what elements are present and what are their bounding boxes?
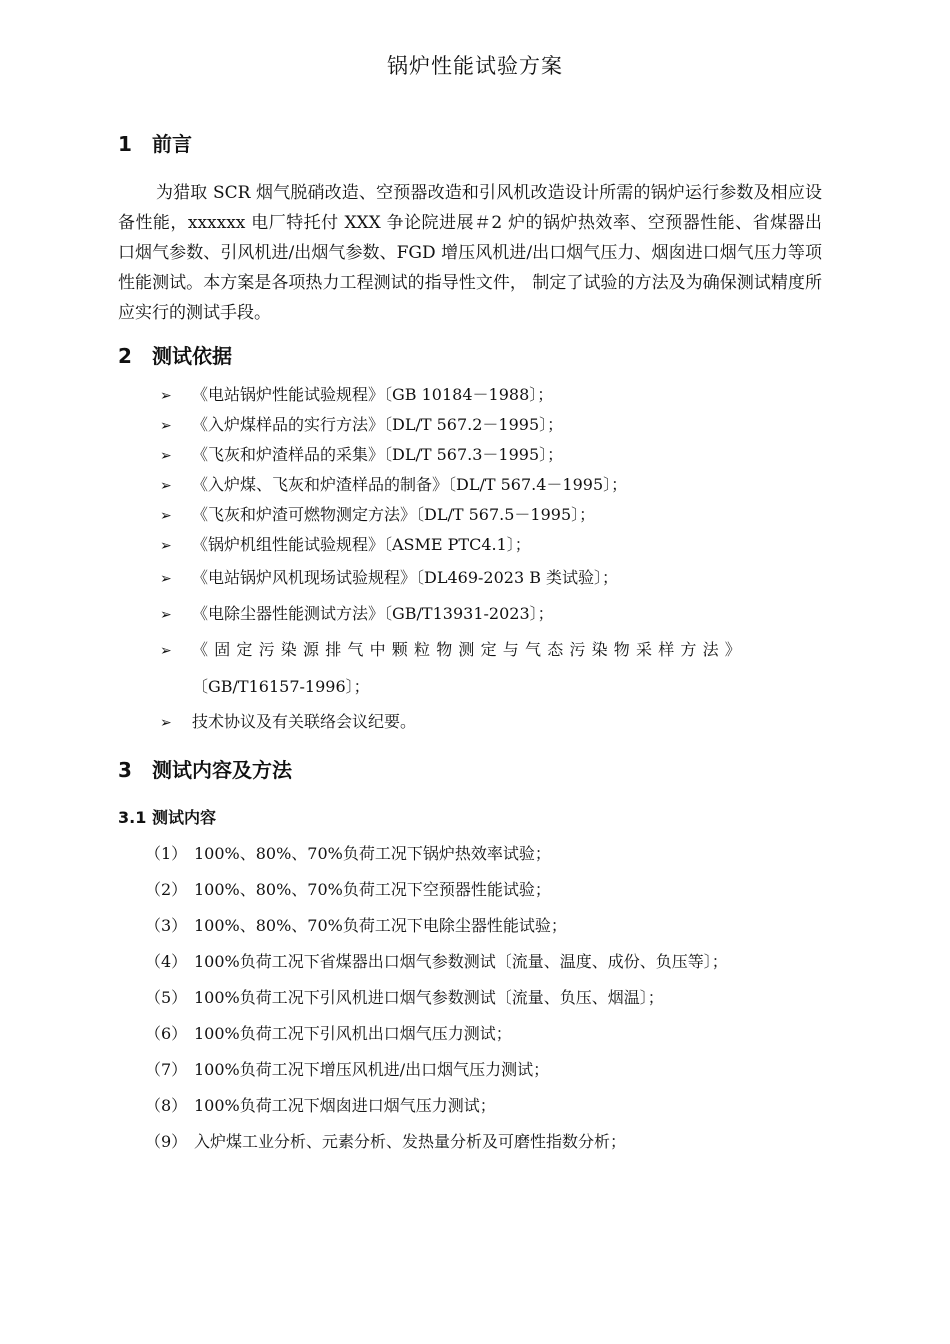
bullet-arrow-icon: ➢ [160,448,172,464]
item-text: 100%负荷工况下引风机进口烟气参数测试〔流量、负压、烟温〕； [194,988,664,1007]
reference-item [160,502,820,525]
test-item [145,949,835,972]
bullet-arrow-icon: ➢ [160,715,172,731]
item-number: （4） [145,952,188,971]
bullet-arrow-icon: ➢ [160,607,172,623]
test-item [145,841,835,864]
item-number: （9） [145,1132,188,1151]
reference-item [160,709,820,732]
reference-text: 《电除尘器性能测试方法》〔GB/T13931-2023〕； [192,604,554,623]
section-number: 2 [118,344,132,368]
item-number: （8） [145,1096,188,1115]
reference-item [160,382,820,405]
reference-continuation: 〔GB/T16157-1996〕； [192,677,370,696]
reference-text: 《电站锅炉性能试验规程》〔GB 10184－1988〕； [192,385,554,404]
subsection-title: 测试内容 [152,808,217,827]
test-item [145,1057,835,1080]
section-title: 前言 [152,132,192,156]
bullet-arrow-icon: ➢ [160,643,172,659]
item-text: 100%、80%、70%负荷工况下锅炉热效率试验； [194,844,551,863]
reference-text: 《入炉煤样品的实行方法》〔DL/T 567.2－1995〕； [192,415,564,434]
item-text: 100%负荷工况下引风机出口烟气压力测试； [194,1024,512,1043]
item-text: 100%、80%、70%负荷工况下电除尘器性能试验； [194,916,567,935]
item-text: 100%负荷工况下增压风机进/出口烟气压力测试； [194,1060,550,1079]
section-title: 测试内容及方法 [152,758,292,782]
section-number: 1 [118,132,132,156]
item-number: （2） [145,880,188,899]
bullet-arrow-icon: ➢ [160,571,172,587]
item-number: （1） [145,844,188,863]
reference-item [160,442,820,465]
test-item [145,985,835,1008]
section-heading-1 [118,128,192,157]
item-number: （6） [145,1024,188,1043]
item-number: （3） [145,916,188,935]
reference-text: 技术协议及有关联络会议纪要。 [192,712,417,731]
reference-text: 《电站锅炉风机现场试验规程》〔DL469-2023 B 类试验〕； [192,568,619,587]
reference-text: 《固定污染源排气中颗粒物测定与气态污染物采样方法》 [192,640,748,659]
reference-item [160,532,820,555]
subsection-number: 3.1 [118,808,147,827]
section-heading-2 [118,340,232,369]
test-item [145,1093,835,1116]
document-title: 锅炉性能试验方案 [387,54,563,78]
reference-text: 《飞灰和炉渣可燃物测定方法》〔DL/T 567.5－1995〕； [192,505,596,524]
item-text: 100%、80%、70%负荷工况下空预器性能试验； [194,880,551,899]
subsection-heading [118,805,216,828]
item-text: 入炉煤工业分析、元素分析、发热量分析及可磨性指数分析； [194,1132,627,1151]
reference-item [160,565,820,588]
reference-item [160,601,820,624]
item-number: （5） [145,988,188,1007]
bullet-arrow-icon: ➢ [160,538,172,554]
item-number: （7） [145,1060,188,1079]
bullet-arrow-icon: ➢ [160,508,172,524]
item-text: 100%负荷工况下烟囱进口烟气压力测试； [194,1096,496,1115]
section-title: 测试依据 [152,344,232,368]
bullet-arrow-icon: ➢ [160,388,172,404]
bullet-arrow-icon: ➢ [160,418,172,434]
reference-text: 《锅炉机组性能试验规程》〔ASME PTC4.1〕； [192,535,531,554]
item-text: 100%负荷工况下省煤器出口烟气参数测试〔流量、温度、成份、负压等〕； [194,952,728,971]
bullet-arrow-icon: ➢ [160,478,172,494]
reference-text: 《飞灰和炉渣样品的采集》〔DL/T 567.3－1995〕； [192,445,564,464]
reference-item [160,472,820,495]
reference-item [160,637,820,660]
section-heading-3 [118,754,292,783]
test-item [145,877,835,900]
section-number: 3 [118,758,132,782]
test-item [145,1129,835,1152]
test-item [145,913,835,936]
reference-text: 《入炉煤、飞灰和炉渣样品的制备》〔DL/T 567.4－1995〕； [192,475,628,494]
reference-item [160,412,820,435]
test-item [145,1021,835,1044]
intro-paragraph: 为猎取 SCR 烟气脱硝改造、空预器改造和引风机改造设计所需的锅炉运行参数及相应设备性能，xxxxxx 电厂特托付 XXX 争论院进展＃2 炉的锅炉热效率、空预器性能、省煤器出口烟气参数、引风机进/出烟气参数、FGD 增压风机进/出口烟气压力、烟囱进口烟气压力等项性能测试。本方案是各项热力工程测试的指导性文件， 制定了试验的方法及为确保测试精度所应实行的测试手段。 [118,183,822,323]
